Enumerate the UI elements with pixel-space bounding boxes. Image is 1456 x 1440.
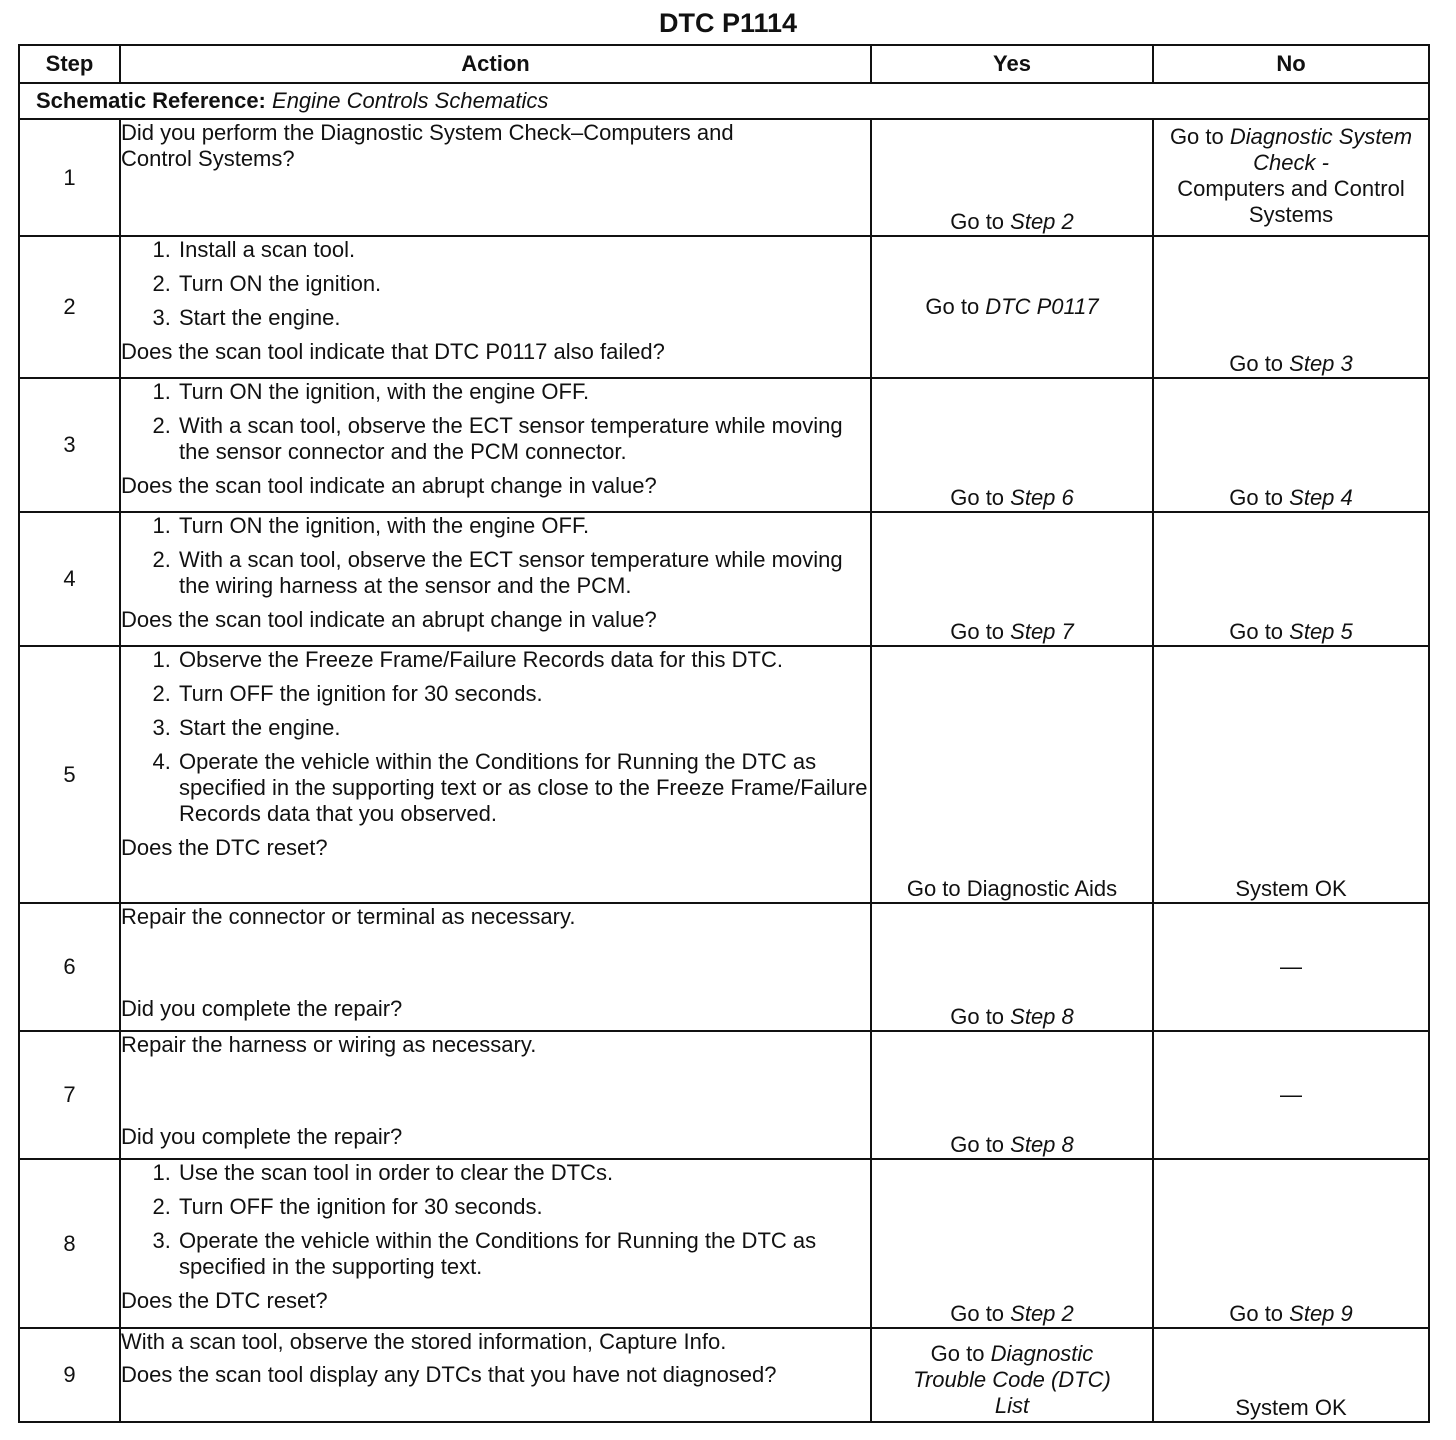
action-cell (120, 378, 871, 512)
step-number: 6 (19, 903, 120, 1031)
no-dash: — (1280, 1082, 1302, 1107)
no-dash: — (1280, 954, 1302, 979)
no-target[interactable]: Step 5 (1289, 619, 1353, 644)
step-question: Does the scan tool indicate an abrupt change in value? (121, 607, 657, 632)
yes-prefix: Go to (950, 1004, 1011, 1029)
no-text: System OK (1235, 876, 1347, 901)
schematic-row (19, 83, 1429, 119)
action-cell (120, 1328, 871, 1422)
step-row (19, 646, 1429, 903)
no-prefix: Go to (1229, 1301, 1290, 1326)
yes-cell[interactable] (871, 1031, 1153, 1159)
action-cell (120, 646, 871, 903)
yes-cell[interactable] (871, 512, 1153, 646)
action-item: 3. Start the engine. (177, 715, 870, 741)
schematic-link[interactable]: Engine Controls Schematics (272, 88, 549, 113)
step-row (19, 1031, 1429, 1159)
no-target[interactable]: Step 9 (1289, 1301, 1353, 1326)
yes-prefix: Go to (950, 209, 1011, 234)
step-row (19, 1159, 1429, 1328)
action-item: 1. Turn ON the ignition, with the engine OFF. (177, 513, 870, 539)
step-question: Did you complete the repair? (121, 1124, 403, 1149)
no-cell[interactable] (1153, 236, 1429, 378)
step-row (19, 236, 1429, 378)
yes-prefix: Go to (950, 619, 1011, 644)
yes-prefix: Go to (950, 1132, 1011, 1157)
header-step: Step (19, 45, 120, 83)
action-item: 1. Install a scan tool. (177, 237, 870, 263)
yes-target[interactable]: Step 7 (1010, 619, 1074, 644)
step-row (19, 119, 1429, 236)
step-number: 4 (19, 512, 120, 646)
yes-prefix: Go to (925, 294, 986, 319)
yes-cell[interactable] (871, 903, 1153, 1031)
no-cell (1153, 1328, 1429, 1422)
action-item: 2. With a scan tool, observe the ECT sensor temperature while moving the sensor connector and the PCM connector. (177, 413, 870, 465)
yes-target[interactable]: Diagnostic Trouble Code (DTC) List (913, 1341, 1111, 1418)
no-prefix: Go to (1229, 619, 1290, 644)
diagnostic-table (18, 44, 1430, 1423)
action-item: 2. Turn OFF the ignition for 30 seconds. (177, 1194, 870, 1220)
step-question: Did you perform the Diagnostic System Check–Computers and Control Systems? (121, 120, 734, 171)
yes-target[interactable]: Step 8 (1010, 1004, 1074, 1029)
step-row (19, 1328, 1429, 1422)
action-item: 1. Use the scan tool in order to clear the DTCs. (177, 1160, 870, 1186)
step-row (19, 903, 1429, 1031)
yes-target[interactable]: Step 2 (1010, 1301, 1074, 1326)
no-text: System OK (1235, 1395, 1347, 1420)
page-title: DTC P1114 (658, 8, 798, 38)
action-item: 3. Start the engine. (177, 305, 870, 331)
action-cell (120, 1031, 871, 1159)
no-suffix: Computers and Control Systems (1177, 176, 1405, 227)
step-number: 9 (19, 1328, 120, 1422)
action-item: 2. Turn OFF the ignition for 30 seconds. (177, 681, 870, 707)
step-question: Does the scan tool indicate that DTC P0117 also failed? (121, 339, 665, 364)
no-cell (1153, 903, 1429, 1031)
action-item: 1. Turn ON the ignition, with the engine OFF. (177, 379, 870, 405)
action-item: 1. Observe the Freeze Frame/Failure Records data for this DTC. (177, 647, 870, 673)
step-question: Does the scan tool display any DTCs that you have not diagnosed? (121, 1362, 777, 1387)
action-cell (120, 903, 871, 1031)
action-item: 2. With a scan tool, observe the ECT sensor temperature while moving the wiring harness at the sensor and the PCM. (177, 547, 870, 599)
action-cell (120, 512, 871, 646)
step-number: 1 (19, 119, 120, 236)
action-item: 2. Turn ON the ignition. (177, 271, 870, 297)
action-intro: Repair the connector or terminal as necessary. (121, 904, 576, 929)
yes-cell[interactable] (871, 236, 1153, 378)
header-yes: Yes (871, 45, 1153, 83)
step-row (19, 512, 1429, 646)
yes-prefix: Go to (950, 1301, 1011, 1326)
yes-target[interactable]: Step 8 (1010, 1132, 1074, 1157)
no-target[interactable]: Step 4 (1289, 485, 1353, 510)
yes-cell[interactable] (871, 119, 1153, 236)
yes-cell[interactable] (871, 1159, 1153, 1328)
step-question: Did you complete the repair? (121, 996, 403, 1021)
action-cell (120, 236, 871, 378)
yes-text[interactable]: Go to Diagnostic Aids (906, 876, 1118, 901)
yes-cell[interactable] (871, 378, 1153, 512)
no-cell[interactable] (1153, 378, 1429, 512)
step-number: 5 (19, 646, 120, 903)
no-cell[interactable] (1153, 1159, 1429, 1328)
no-cell[interactable] (1153, 512, 1429, 646)
action-cell (120, 1159, 871, 1328)
yes-target[interactable]: Step 2 (1010, 209, 1074, 234)
step-question: Does the DTC reset? (121, 835, 328, 860)
no-prefix: Go to (1169, 124, 1230, 149)
yes-cell[interactable] (871, 1328, 1153, 1422)
schematic-reference (19, 83, 1429, 119)
step-number: 3 (19, 378, 120, 512)
step-question: Does the scan tool indicate an abrupt change in value? (121, 473, 657, 498)
header-action: Action (120, 45, 871, 83)
no-target[interactable]: Step 3 (1289, 351, 1353, 376)
no-prefix: Go to (1229, 485, 1290, 510)
header-no: No (1153, 45, 1429, 83)
step-number: 2 (19, 236, 120, 378)
step-number: 8 (19, 1159, 120, 1328)
step-number: 7 (19, 1031, 120, 1159)
action-item: 4. Operate the vehicle within the Conditions for Running the DTC as specified in the supporting text or as close to the Freeze Frame/Failure Records data that you observed. (177, 749, 870, 827)
step-row (19, 378, 1429, 512)
header-row (19, 45, 1429, 83)
no-cell[interactable] (1153, 119, 1429, 236)
no-cell (1153, 1031, 1429, 1159)
schematic-label: Schematic Reference: (36, 88, 266, 113)
action-intro: Repair the harness or wiring as necessary. (121, 1032, 537, 1057)
action-intro: With a scan tool, observe the stored information, Capture Info. (121, 1329, 727, 1354)
action-cell (120, 119, 871, 236)
no-target[interactable]: Diagnostic System Check - (1229, 124, 1413, 175)
action-item: 3. Operate the vehicle within the Conditions for Running the DTC as specified in the supporting text. (177, 1228, 870, 1280)
yes-prefix: Go to (930, 1341, 991, 1366)
no-cell (1153, 646, 1429, 903)
no-prefix: Go to (1229, 351, 1290, 376)
yes-cell[interactable] (871, 646, 1153, 903)
step-question: Does the DTC reset? (121, 1288, 328, 1313)
yes-target[interactable]: DTC P0117 (985, 294, 1099, 319)
yes-target[interactable]: Step 6 (1010, 485, 1074, 510)
yes-prefix: Go to (950, 485, 1011, 510)
